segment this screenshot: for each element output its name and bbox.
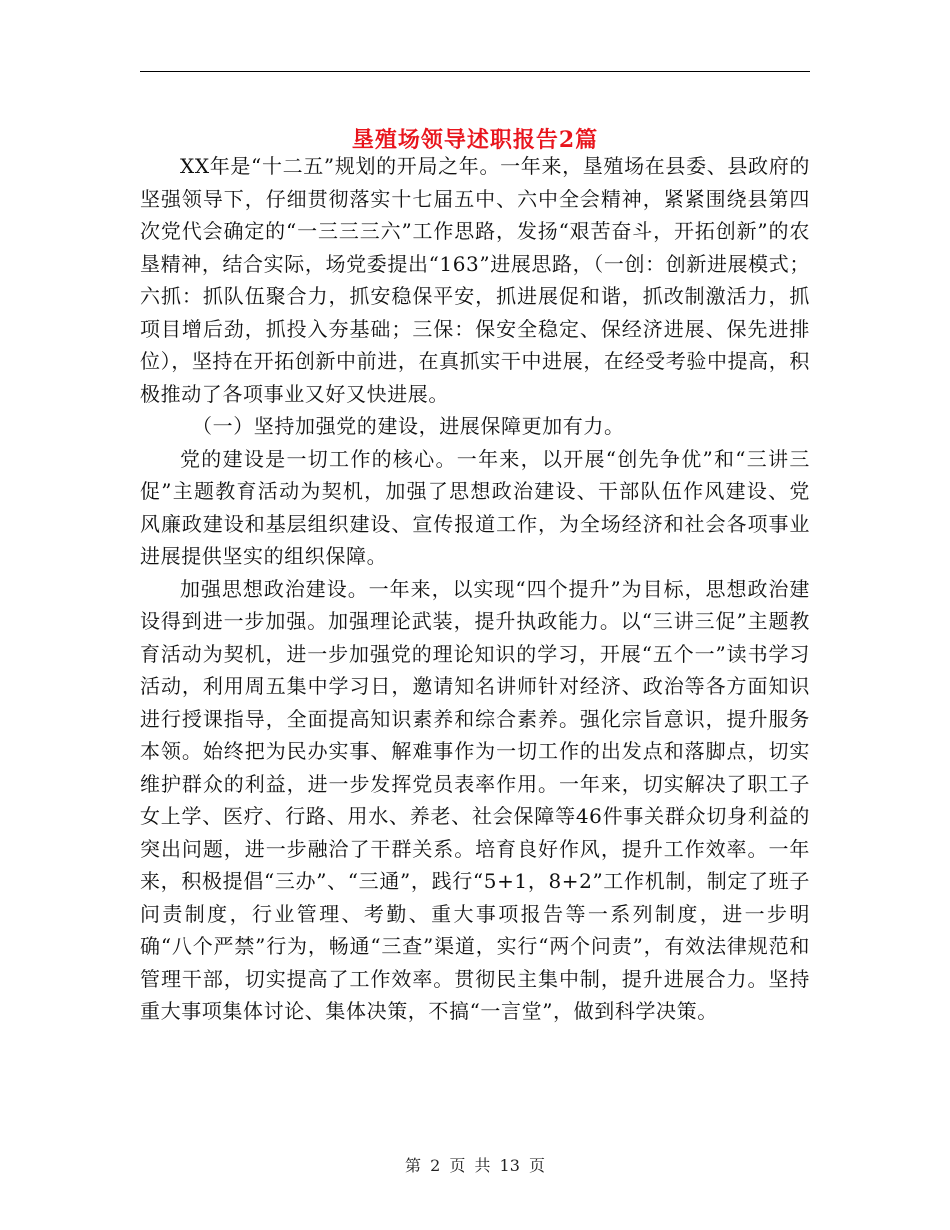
- paragraph-intro: XX年是“十二五”规划的开局之年。一年来，垦殖场在县委、县政府的坚强领导下，仔细贯彻落实十七届五中、六中全会精神，紧紧围绕县第四次党代会确定的“一三三三六”工作思路，发扬“艰苦奋斗，开拓创新”的农垦精神，结合实际，场党委提出“163”进展思路，（一创：创新进展模式；六抓：抓队伍聚合力，抓安稳保平安，抓进展促和谐，抓改制激活力，抓项目增后劲，抓投入夯基础；三保：保安全稳定、保经济进展、保先进排位），坚持在开拓创新中前进，在真抓实干中进展，在经受考验中提高，积极推动了各项事业又好又快进展。: [140, 154, 810, 406]
- paragraph-party-building: 党的建设是一切工作的核心。一年来，以开展“创先争优”和“三讲三促”主题教育活动为契机，加强了思想政治建设、干部队伍作风建设、党风廉政建设和基层组织建设、宣传报道工作，为全场经济和社会各项事业进展提供坚实的组织保障。: [140, 446, 810, 568]
- paragraph-ideological-building: 加强思想政治建设。一年来，以实现“四个提升”为目标，思想政治建设得到进一步加强。加强理论武装，提升执政能力。以“三讲三促”主题教育活动为契机，进一步加强党的理论知识的学习，开展“五个一”读书学习活动，利用周五集中学习日，邀请知名讲师针对经济、政治等各方面知识进行授课指导，全面提高知识素养和综合素养。强化宗旨意识，提升服务本领。始终把为民办实事、解难事作为一切工作的出发点和落脚点，切实维护群众的利益，进一步发挥党员表率作用。一年来，切实解决了职工子女上学、医疗、行路、用水、养老、社会保障等46件事关群众切身利益的突出问题，进一步融洽了干群关系。培育良好作风，提升工作效率。一年来，积极提倡“三办”、“三通”，践行“5+1，8+2”工作机制，制定了班子问责制度，行业管理、考勤、重大事项报告等一系列制度，进一步明确“八个严禁”行为，畅通“三查”渠道，实行“两个问责”，有效法律规范和管理干部，切实提高了工作效率。贯彻民主集中制，提升进展合力。坚持重大事项集体讨论、集体决策，不搞“一言堂”，做到科学决策。: [140, 576, 810, 1023]
- header-rule: [140, 71, 810, 72]
- document-title: 垦殖场领导述职报告2篇: [351, 126, 599, 153]
- section-heading-1: （一）坚持加强党的建设，进展保障更加有力。: [192, 414, 625, 438]
- document-body: [140, 150, 810, 1028]
- page-number: 第 2 页 共 13 页: [405, 1156, 545, 1175]
